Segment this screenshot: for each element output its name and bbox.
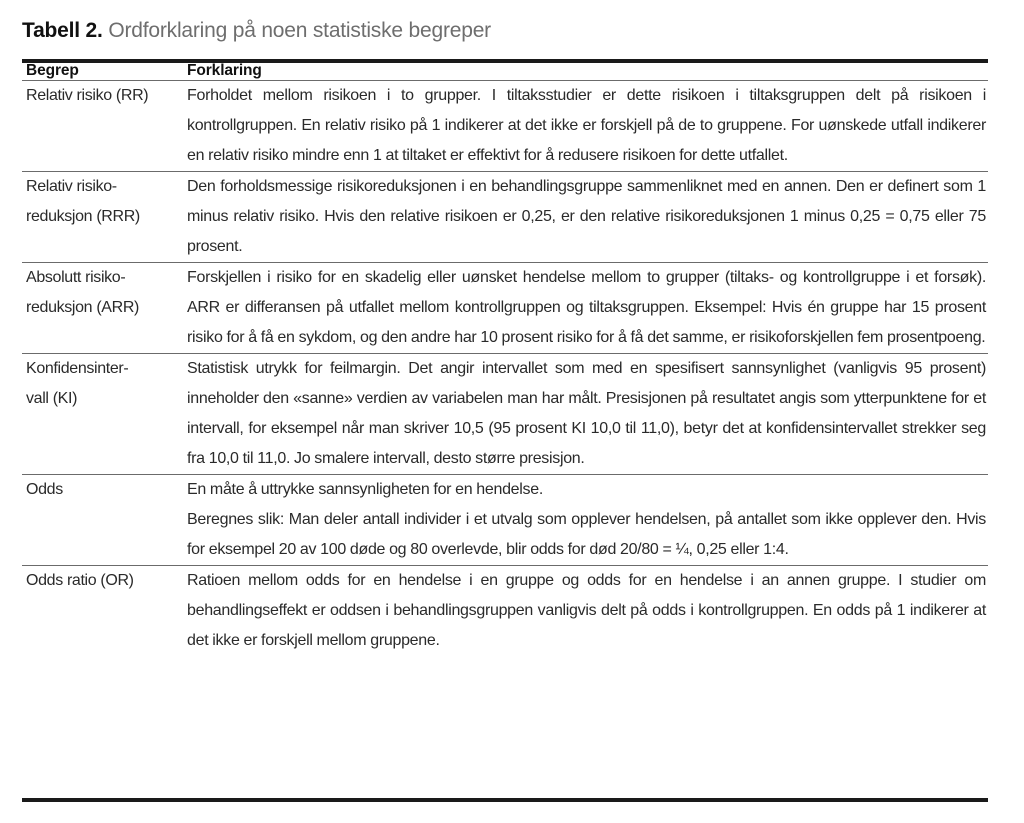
- explanation-paragraph: En måte å uttrykke sannsynligheten for en hendelse.: [187, 481, 543, 498]
- term-cell: Relativ risiko (RR): [26, 87, 149, 104]
- term-cell: Odds ratio (OR): [26, 572, 134, 589]
- explanation-paragraph: Beregnes slik: Man deler antall individer i et utvalg som opplever hendelsen, på antallet som ikke opplever den. Hvis for eksempel 20 av 100 døde og 80 overlevde, blir odds for død 20/80 = ¼, 0,25 eller 1:4.: [187, 511, 986, 558]
- table-row: [22, 354, 988, 475]
- table-row: [22, 81, 988, 172]
- table-bottom-rule: [22, 798, 988, 802]
- explanation-paragraph: Forholdet mellom risikoen i to grupper. I tiltaksstudier er dette risikoen i tiltaksgruppen delt på risikoen i kontrollgruppen. En relativ risiko på 1 indikerer at det ikke er forskjell på de to gruppene. For uønskede utfall indikerer en relativ risiko mindre enn 1 at tiltaket er effektivt for å redusere risikoen for dette utfallet.: [187, 87, 986, 164]
- explanation-cell: [182, 172, 988, 263]
- table-row: [22, 566, 988, 657]
- table-caption: [22, 16, 988, 46]
- table-body: [22, 81, 988, 657]
- table-row: [22, 263, 988, 354]
- explanation-paragraph: Forskjellen i risiko for en skadelig eller uønsket hendelse mellom to grupper (tiltaks- og kontrollgruppe i et forsøk). ARR er differansen på utfallet mellom kontrollgruppen og tiltaksgruppen. Eksempel: Hvis én gruppe har 15 prosent risiko for å få en sykdom, og den andre har 10 prosent risiko for å få det samme, er risikoforskjellen fem prosentpoeng.: [187, 269, 986, 346]
- table-header-row: [22, 62, 988, 81]
- statistics-glossary-table: [22, 62, 988, 656]
- table-row: [22, 475, 988, 566]
- table-row: [22, 172, 988, 263]
- explanation-paragraph: Ratioen mellom odds for en hendelse i en gruppe og odds for en hendelse i an annen gruppe. I studier om behandlingseffekt er oddsen i behandlingsgruppen vanligvis delt på odds i kontrollgruppen. En odds på 1 indikerer at det ikke er forskjell mellom gruppene.: [187, 572, 986, 649]
- column-header-forklaring: Forklaring: [187, 62, 262, 79]
- term-cell: Odds: [26, 481, 63, 498]
- explanation-cell: [182, 81, 988, 172]
- column-header-begrep: Begrep: [26, 62, 79, 79]
- table-caption-text: Ordforklaring på noen statistiske begreper: [108, 19, 491, 42]
- explanation-cell: [182, 354, 988, 475]
- explanation-cell: [182, 263, 988, 354]
- explanation-paragraph: Statistisk utrykk for feilmargin. Det angir intervallet som med en spesifisert sannsynlighet (vanligvis 95 prosent) inneholder den «sanne» verdien av variabelen man har målt. Presisjonen på resultatet angis som ytterpunktene for et intervall, for eksempel når man skriver 10,5 (95 prosent KI 10,0 til 11,0), betyr det at konfidensintervallet strekker seg fra 10,0 til 11,0. Jo smalere intervall, desto større presisjon.: [187, 360, 986, 467]
- table-head: [22, 62, 988, 81]
- term-cell: Relativ risiko- reduksjon (RRR): [26, 178, 140, 225]
- explanation-paragraph: Den forholdsmessige risikoreduksjonen i en behandlingsgruppe sammenliknet med en annen. Den er definert som 1 minus relativ risiko. Hvis den relative risikoen er 0,25, er den relative risikoreduksjonen 1 minus 0,25 = 0,75 eller 75 prosent.: [187, 178, 986, 255]
- table-caption-label: Tabell 2.: [22, 19, 103, 42]
- explanation-cell: [182, 475, 988, 566]
- term-cell: Konfidensinter- vall (KI): [26, 360, 129, 407]
- term-cell: Absolutt risiko- reduksjon (ARR): [26, 269, 140, 316]
- explanation-cell: [182, 566, 988, 657]
